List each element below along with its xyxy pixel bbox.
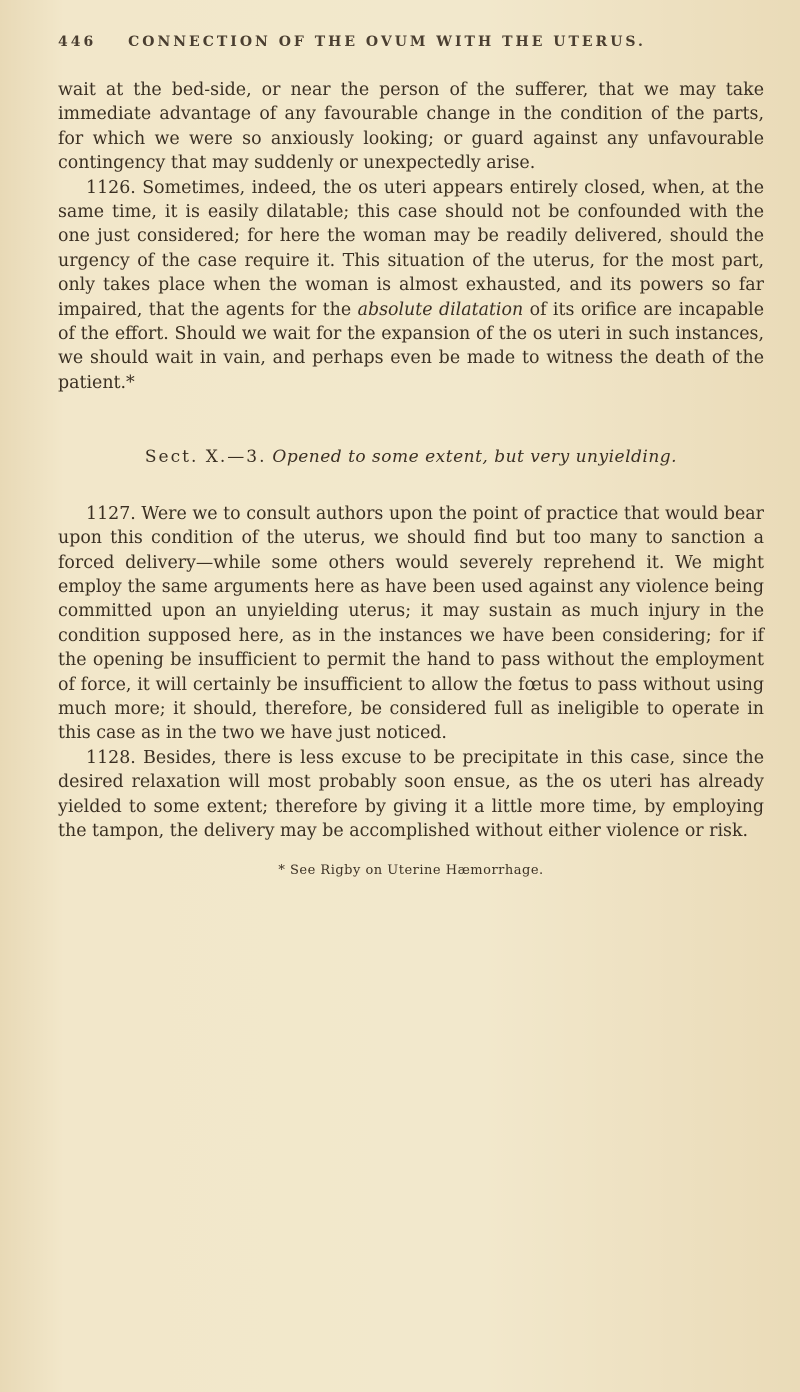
section-heading <box>58 445 764 469</box>
footnote: * See Rigby on Uterine Hæmorrhage. <box>278 863 544 879</box>
section-label: Sect. X.—3. <box>144 447 267 468</box>
section-title: Opened to some extent, but very unyielding. <box>272 447 678 468</box>
paragraph-continuation: wait at the bed-side, or near the person of the sufferer, that we may take immediate advantage of any favourable change in the condition of the parts, for which we were so anxiously looking; or guard against any unfavourable contingency that may suddenly or unexpectedly arise. <box>58 80 764 174</box>
paragraph-1128: 1128. Besides, there is less excuse to be precipitate in this case, since the desired relaxation will most probably soon ensue, as the os uteri has already yielded to some extent; therefore by giving it a little more time, by employing the tampon, the delivery may be accomplished without either violence or risk. <box>58 747 764 841</box>
emphasis-absolute-dilatation: absolute dilatation <box>357 299 524 320</box>
running-title: CONNECTION OF THE OVUM WITH THE UTERUS. <box>128 34 646 50</box>
paragraph-1126-text-start: 1126. Sometimes, indeed, the os uteri appears entirely closed, when, at the same time, it is easily dilatable; this case should not be confounded with the one just considered; for here the woman may be readily delivered, should the urgency of the case require it. This situation of the uterus, for the most part, only takes place when the woman is almost exhausted, and its powers so far impaired, that the agents for the <box>58 177 764 320</box>
paragraph-1126-text-end: of its orifice are incapable of the effort. Should we wait for the expansion of the os uteri in such instances, we should wait in vain, and perhaps even be made to witness the death of the patient.* <box>58 299 765 393</box>
page-body <box>58 78 764 884</box>
running-header <box>58 34 748 50</box>
page-number: 446 <box>58 34 97 50</box>
paragraph-1126 <box>58 176 764 396</box>
paragraph-1127: 1127. Were we to consult authors upon the point of practice that would bear upon this condition of the uterus, we should find but too many to sanction a forced delivery—while some others would severely reprehend it. We might employ the same arguments here as have been used against any violence being committed upon an unyielding uterus; it may sustain as much injury in the condition supposed here, as in the instances we have been considering; for if the opening be insufficient to permit the hand to pass without the employment of force, it will certainly be insufficient to allow the fœtus to pass without using much more; it should, therefore, be considered full as ineligible to operate in this case as in the two we have just noticed. <box>58 503 764 744</box>
